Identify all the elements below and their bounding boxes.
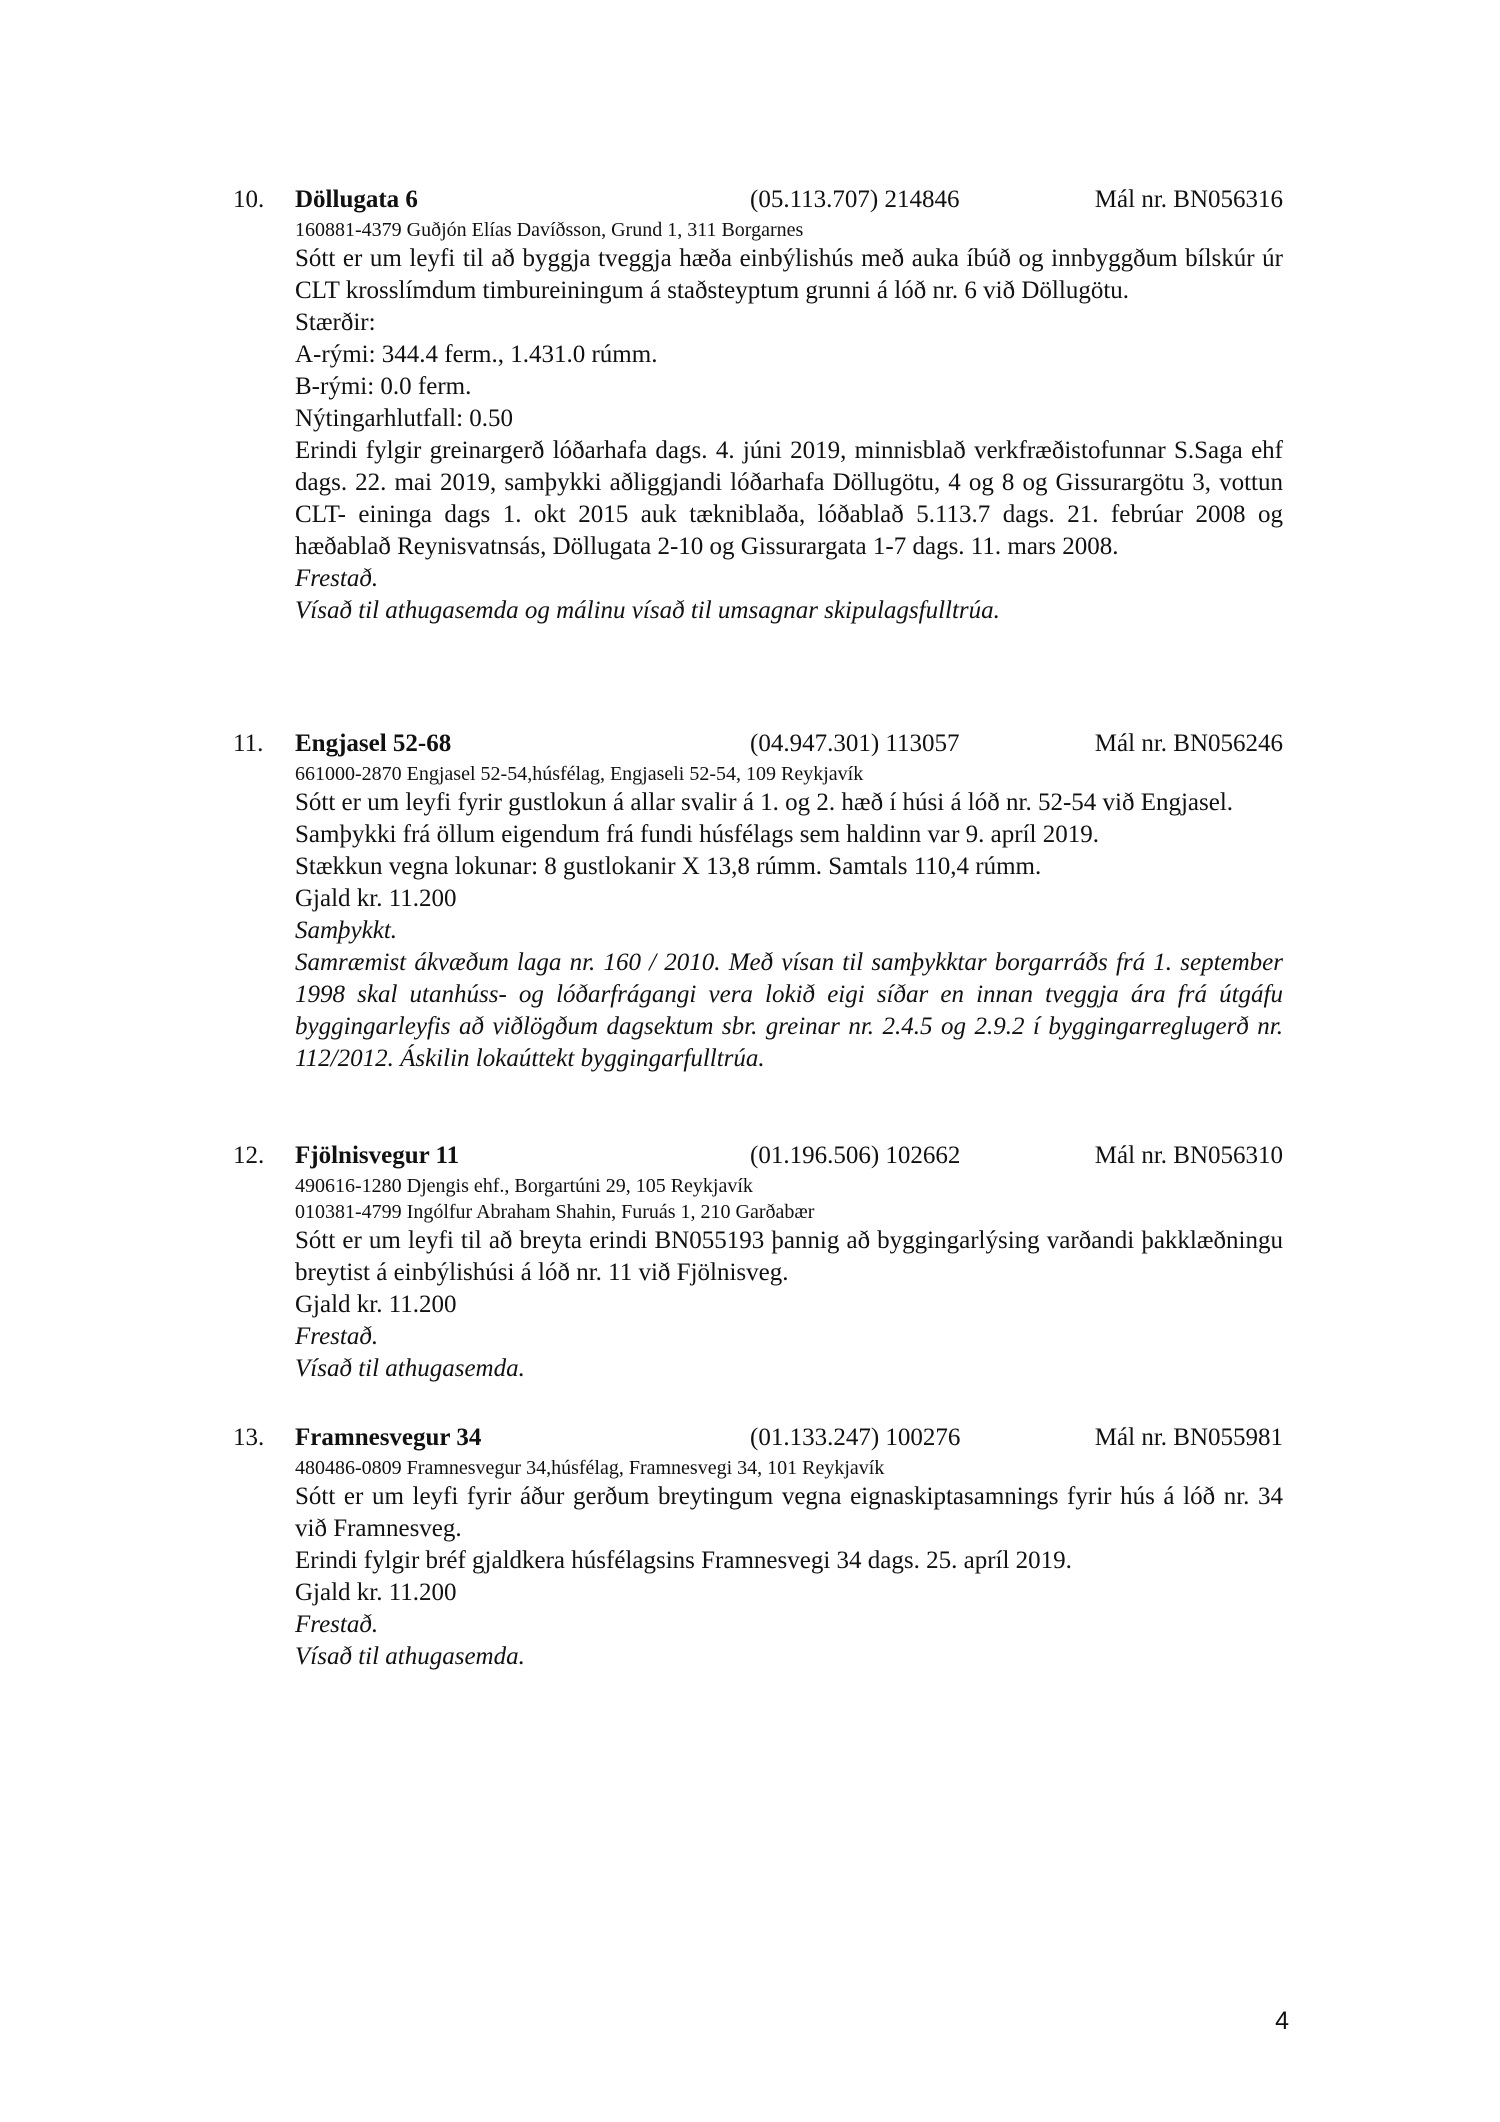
item-body (295, 1455, 1283, 1673)
item-title: Engjasel 52-68 (295, 730, 452, 757)
item-header (233, 1421, 1283, 1455)
decision-note: Vísað til athugasemda. (295, 1355, 525, 1382)
case-number: Mál nr. BN055981 (1094, 1424, 1283, 1451)
property-code: (01.196.506) 102662 (750, 1142, 961, 1169)
attachments: Erindi fylgir bréf gjaldkera húsfélagsins Framnesvegi 34 dags. 25. apríl 2019. (295, 1547, 1072, 1574)
case-number: Mál nr. BN056246 (1094, 730, 1283, 757)
decision: Samþykkt. (295, 917, 398, 944)
item-number: 10. (233, 186, 265, 213)
item-header (233, 183, 1283, 217)
property-code: (01.133.247) 100276 (750, 1424, 961, 1451)
stats-heading: Stærðir: (295, 309, 376, 336)
description: Sótt er um leyfi fyrir áður gerðum breytingum vegna eignaskiptasamnings fyrir hús á lóð nr. 34 við Framnesveg. (295, 1483, 1283, 1542)
fee-line: Gjald kr. 11.200 (295, 885, 457, 912)
item-title: Döllugata 6 (295, 186, 418, 213)
property-code: (05.113.707) 214846 (750, 186, 960, 213)
case-number: Mál nr. BN056316 (1094, 186, 1283, 213)
description: Sótt er um leyfi til að breyta erindi BN055193 þannig að byggingarlýsing varðandi þakklæðningu breytist á einbýlishúsi á lóð nr. 11 við Fjölnisveg. (295, 1227, 1283, 1286)
agenda-item-12 (233, 1139, 1283, 1385)
applicant-line: 480486-0809 Framnesvegur 34,húsfélag, Framnesvegi 34, 101 Reykjavík (295, 1457, 885, 1479)
item-header (233, 727, 1283, 761)
applicant-line: 490616-1280 Djengis ehf., Borgartúni 29, 105 Reykjavík (295, 1175, 753, 1197)
enlargement-line: Stækkun vegna lokunar: 8 gustlokanir X 13,8 rúmm. Samtals 110,4 rúmm. (295, 853, 1042, 880)
attachments: Erindi fylgir greinargerð lóðarhafa dags. 4. júni 2019, minnisblað verkfræðistofunnar S.Saga ehf dags. 22. mai 2019, samþykki aðliggjandi lóðarhafa Döllugötu, 4 og 8 og Gissurargötu 3, vottun CLT- eininga dags 1. okt 2015 auk tækniblaða, lóðablað 5.113.7 dags. 21. febrúar 2008 og hæðablað Reynisvatnsás, Döllugata 2-10 og Gissurargata 1-7 dags. 11. mars 2008. (295, 437, 1283, 560)
decision-note: Samræmist ákvæðum laga nr. 160 / 2010. Með vísan til samþykktar borgarráðs frá 1. september 1998 skal utanhúss- og lóðarfrágangi vera lokið eigi síðar en innan tveggja ára frá útgáfu byggingarleyfis að viðlögðum dagsektum sbr. greinar nr. 2.4.5 og 2.9.2 í byggingarreglugerð nr. 112/2012. Áskilin lokaúttekt byggingarfulltrúa. (295, 949, 1283, 1072)
decision: Frestað. (295, 1323, 379, 1350)
decision: Frestað. (295, 565, 379, 592)
page-number: 4 (1275, 2007, 1289, 2035)
agenda-item-11 (233, 727, 1283, 1075)
item-title: Fjölnisvegur 11 (295, 1142, 460, 1169)
item-header (233, 1139, 1283, 1173)
stats-b-space: B-rými: 0.0 ferm. (295, 373, 472, 400)
item-number: 13. (233, 1424, 265, 1451)
applicant-line: 661000-2870 Engjasel 52-54,húsfélag, Engjaseli 52-54, 109 Reykjavík (295, 763, 864, 785)
applicant-line: 010381-4799 Ingólfur Abraham Shahin, Furuás 1, 210 Garðabær (295, 1201, 815, 1223)
decision-note: Vísað til athugasemda. (295, 1643, 525, 1670)
agenda-item-13 (233, 1421, 1283, 1673)
agenda-item-10 (233, 183, 1283, 627)
item-body (295, 217, 1283, 627)
description: Sótt er um leyfi fyrir gustlokun á allar svalir á 1. og 2. hæð í húsi á lóð nr. 52-54 við Engjasel. (295, 789, 1234, 816)
stats-utilization: Nýtingarhlutfall: 0.50 (295, 405, 514, 432)
decision-note: Vísað til athugasemda og málinu vísað til umsagnar skipulagsfulltrúa. (295, 597, 1000, 624)
case-number: Mál nr. BN056310 (1094, 1142, 1283, 1169)
fee-line: Gjald kr. 11.200 (295, 1291, 457, 1318)
item-number: 12. (233, 1142, 265, 1169)
consent-line: Samþykki frá öllum eigendum frá fundi húsfélags sem haldinn var 9. apríl 2019. (295, 821, 1099, 848)
item-number: 11. (233, 730, 264, 757)
item-body (295, 1173, 1283, 1385)
decision: Frestað. (295, 1611, 379, 1638)
fee-line: Gjald kr. 11.200 (295, 1579, 457, 1606)
item-title: Framnesvegur 34 (295, 1424, 482, 1451)
stats-a-space: A-rými: 344.4 ferm., 1.431.0 rúmm. (295, 341, 658, 368)
applicant-line: 160881-4379 Guðjón Elías Davíðsson, Grund 1, 311 Borgarnes (295, 219, 804, 241)
description: Sótt er um leyfi til að byggja tveggja hæða einbýlishús með auka íbúð og innbyggðum bílskúr úr CLT krosslímdum timbureiningum á staðsteyptum grunni á lóð nr. 6 við Döllugötu. (295, 245, 1283, 304)
item-body (295, 761, 1283, 1075)
property-code: (04.947.301) 113057 (750, 730, 960, 757)
